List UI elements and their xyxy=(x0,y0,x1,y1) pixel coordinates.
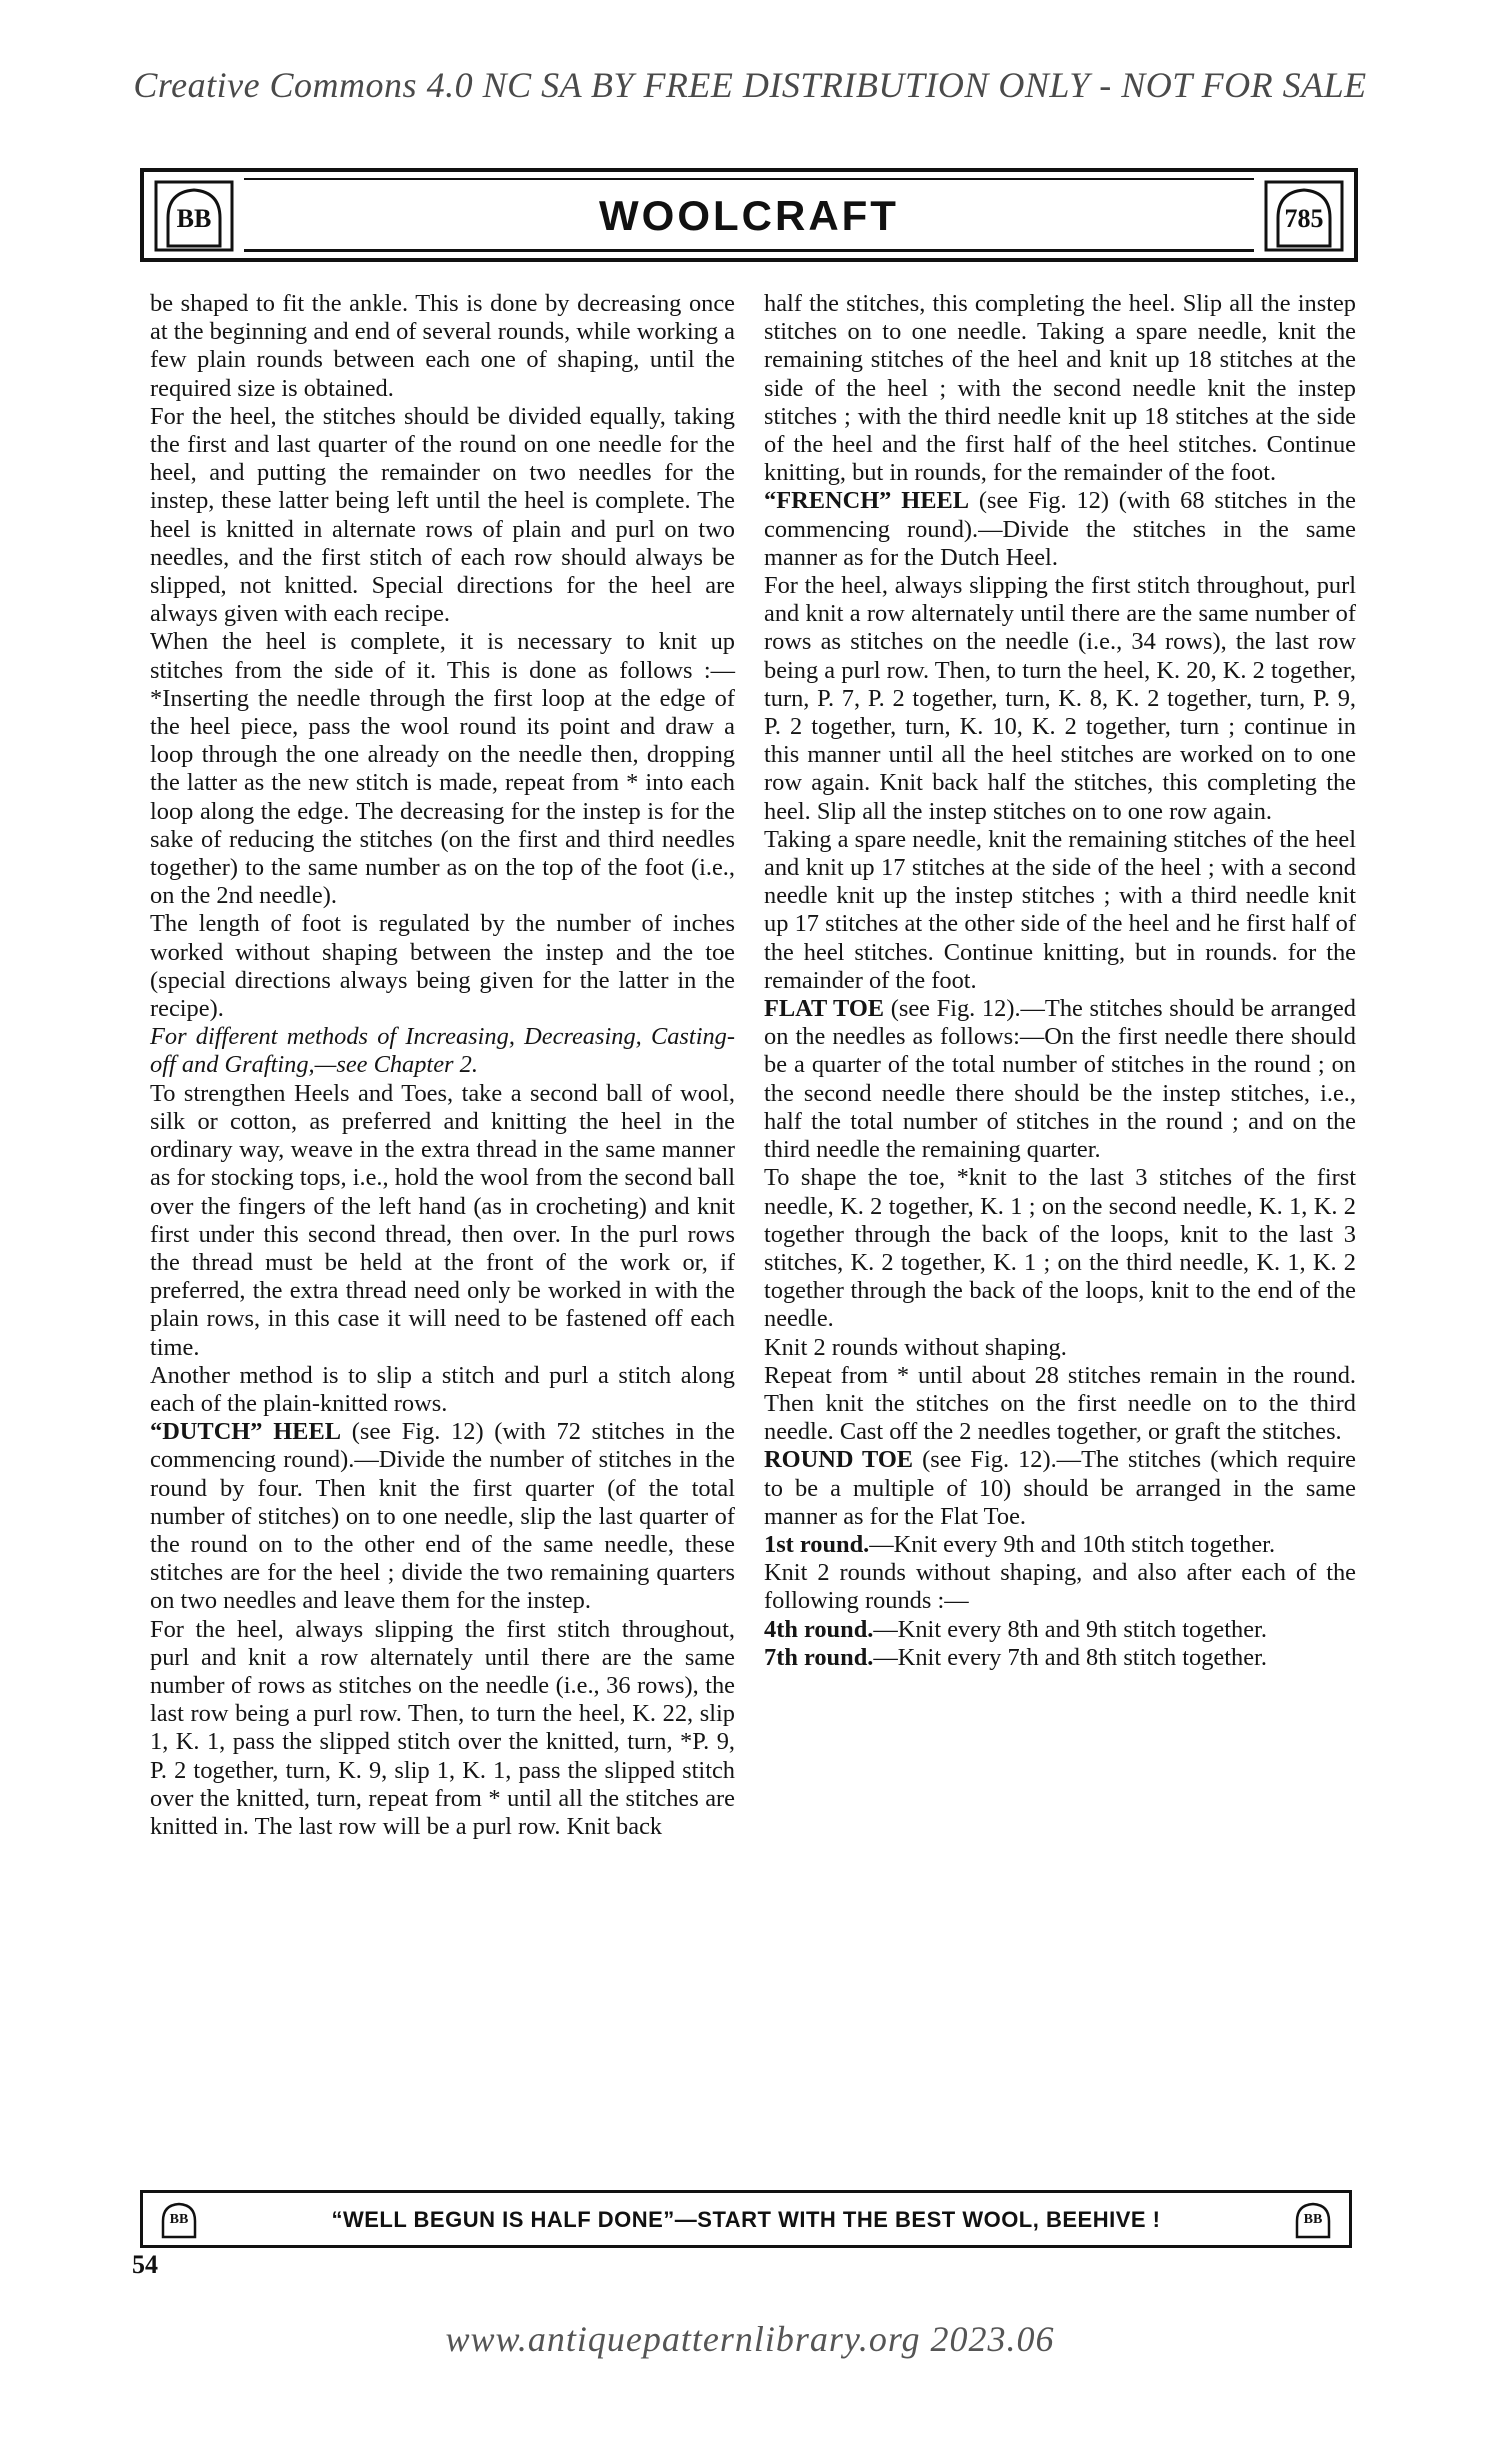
paragraph-text: —Knit every 8th and 9th stitch together. xyxy=(873,1615,1267,1643)
section-heading: FLAT TOE xyxy=(764,995,885,1023)
footer-banner xyxy=(140,2190,1352,2248)
paragraph xyxy=(764,995,1356,1164)
paragraph-text: be shaped to fit the ankle. This is done by decreasing once at the beginning and end of several rounds, while working a few plain rounds between each one of shaping, until the required size is obtained. xyxy=(150,290,735,402)
round-heading: 1st round. xyxy=(764,1530,870,1558)
paragraph xyxy=(150,403,735,629)
license-notice: Creative Commons 4.0 NC SA BY FREE DISTRIBUTION ONLY - NOT FOR SALE xyxy=(133,65,1367,105)
paragraph-text: (see Fig. 12) (with 72 stitches in the commencing round).—Divide the number of stitches in the round by four. Then knit the first quarter (of the total number of stitches) on to one needle, slip the last quarter of the round on to the other end of the same needle, these stitches are for the heel ; divide the two remaining quarters on two needles and leave them for the instep. xyxy=(150,1418,735,1615)
paragraph xyxy=(764,1616,1356,1644)
paragraph-text: Knit 2 rounds without shaping, and also after each of the following rounds :— xyxy=(764,1559,1356,1615)
paragraph xyxy=(764,1362,1356,1447)
page-header xyxy=(140,168,1358,262)
section-heading: ROUND TOE xyxy=(764,1446,914,1474)
paragraph xyxy=(764,1334,1356,1362)
section-heading: “FRENCH” HEEL xyxy=(764,487,969,515)
paragraph xyxy=(150,1023,735,1079)
paragraph-text: For the heel, the stitches should be divided equally, taking the first and last quarter of the round on one needle for the heel, and putting the remainder on two needles for the instep, these latter being left until the heel is complete. The heel is knitted in alternate rows of plain and purl on two needles, and the first stitch of each row should always be slipped, not knitted. Special directions for the heel are always given with each recipe. xyxy=(150,402,735,628)
paragraph xyxy=(764,487,1356,572)
paragraph xyxy=(150,628,735,910)
round-heading: 7th round. xyxy=(764,1643,874,1671)
paragraph-text: (see Fig. 12) (with 68 stitches in the commencing round).—Divide the stitches in the same manner as for the Dutch Heel. xyxy=(764,487,1356,571)
mini-logo-text: BB xyxy=(169,2212,189,2227)
paragraph xyxy=(150,1080,735,1362)
paragraph-text: —Knit every 9th and 10th stitch together. xyxy=(869,1530,1276,1558)
page-number: 54 xyxy=(132,2250,158,2279)
paragraph xyxy=(150,910,735,1023)
paragraph-text: For the heel, always slipping the first stitch throughout, purl and knit a row alternately until there are the same number of rows as stitches on the needle (i.e., 34 rows), the last row being a purl row. Then, to turn the heel, K. 20, K. 2 together, turn, P. 7, P. 2 together, turn, K. 8, K. 2 together, turn, P. 9, P. 2 together, turn, K. 10, K. 2 together, turn ; continue in this manner until all the heel stitches are worked on to one row again. Knit back half the stitches, this completing the heel. Slip all the instep stitches on to one row again. xyxy=(764,572,1356,825)
paragraph xyxy=(764,1531,1356,1559)
header-rule-bottom xyxy=(244,249,1254,252)
paragraph-text: Another method is to slip a stitch and purl a stitch along each of the plain-knitted rows. xyxy=(150,1361,735,1417)
paragraph-text: The length of foot is regulated by the number of inches worked without shaping between the instep and the toe (special directions always being given for the latter in the recipe). xyxy=(150,910,735,1023)
paragraph xyxy=(764,1446,1356,1531)
paragraph-text: half the stitches, this completing the heel. Slip all the instep stitches on to one needle. Taking a spare needle, knit the remaining stitches of the heel and knit up 18 stitches at the side of the heel ; with the second needle knit the instep stitches ; with the third needle knit up 18 stitches at the side of the heel and the first half of the heel stitches. Continue knitting, but in rounds, for the remainder of the foot. xyxy=(764,290,1356,487)
round-heading: 4th round. xyxy=(764,1615,874,1643)
paragraph xyxy=(150,290,735,403)
paragraph-text: Knit 2 rounds without shaping. xyxy=(764,1333,1067,1361)
logo-right-text: 785 xyxy=(1284,204,1324,233)
paragraph-italic-text: For different methods of Increasing, Decreasing, Casting-off and Grafting,—see Chapter 2. xyxy=(150,1023,735,1079)
paragraph-text: (see Fig. 12).—The stitches (which require to be a multiple of 10) should be arranged in the same manner as for the Flat Toe. xyxy=(764,1446,1357,1530)
paragraph xyxy=(764,1559,1356,1615)
paragraph-text: —Knit every 7th and 8th stitch together. xyxy=(873,1643,1267,1671)
paragraph xyxy=(150,1362,735,1418)
beehive-mini-logo-right xyxy=(1291,2199,1335,2241)
paragraph xyxy=(764,1644,1356,1672)
source-url: www.antiquepatternlibrary.org 2023.06 xyxy=(445,2319,1055,2359)
paragraph-text: To shape the toe, *knit to the last 3 stitches of the first needle, K. 2 together, K. 1 ; on the second needle, K. 1, K. 2 together through the back of the loops, knit to the last 3 stitches, K. 2 together, K. 1 ; on the third needle, K. 1, K. 2 together through the back of the loops, knit to the end of the needle. xyxy=(764,1164,1356,1333)
page-title: WOOLCRAFT xyxy=(599,192,899,239)
text-column-left xyxy=(150,290,735,1841)
paragraph xyxy=(764,1164,1356,1333)
beehive-logo-right xyxy=(1264,180,1344,252)
paragraph-text: When the heel is complete, it is necessary to knit up stitches from the side of it. This is done as follows :—*Inserting the needle through the first loop at the edge of the heel piece, pass the wool round its point and draw a loop through the one already on the needle then, dropping the latter as the new stitch is made, repeat from * into each loop along the edge. The decreasing for the instep is for the sake of reducing the stitches (on the first and third needles together) to the same number as on the top of the foot (i.e., on the 2nd needle). xyxy=(150,628,735,910)
logo-left-text: BB xyxy=(176,204,212,233)
beehive-mini-logo-left xyxy=(157,2199,201,2241)
footer-slogan: “WELL BEGUN IS HALF DONE”—START WITH THE BEST WOOL, BEEHIVE ! xyxy=(331,2207,1161,2232)
paragraph xyxy=(764,572,1356,826)
text-column-right xyxy=(764,290,1356,1672)
paragraph xyxy=(150,1418,735,1615)
paragraph-text: For the heel, always slipping the first stitch throughout, purl and knit a row alternately until there are the same number of rows as stitches on the needle (i.e., 36 rows), the last row being a purl row. Then, to turn the heel, K. 22, slip 1, K. 1, pass the slipped stitch over the knitted, turn, *P. 9, P. 2 together, turn, K. 9, slip 1, K. 1, pass the slipped stitch over the knitted, turn, repeat from * until all the stitches are knitted in. The last row will be a purl row. Knit back xyxy=(150,1615,735,1840)
header-rule-top xyxy=(244,178,1254,180)
mini-logo-text: BB xyxy=(1303,2212,1323,2227)
paragraph xyxy=(764,826,1356,995)
section-heading: “DUTCH” HEEL xyxy=(150,1418,341,1446)
paragraph-text: Taking a spare needle, knit the remaining stitches of the heel and knit up 17 stitches at the side of the heel ; with a second needle knit up the instep stitches ; with a third needle knit up 17 stitches at the other side of the heel and he first half of the heel stitches. Continue knitting, but in rounds. for the remainder of the foot. xyxy=(764,825,1356,994)
paragraph xyxy=(150,1616,735,1842)
paragraph-text: To strengthen Heels and Toes, take a second ball of wool, silk or cotton, as preferred and knitting the heel in the ordinary way, weave in the extra thread in the same manner as for stocking tops, i.e., hold the wool from the second ball over the fingers of the left hand (as in crocheting) and knit first under this second thread, then over. In the purl rows the thread must be held at the front of the work or, if preferred, the extra thread need only be worked in with the plain rows, in this case it will need to be fastened off each time. xyxy=(150,1079,735,1361)
paragraph-text: (see Fig. 12).—The stitches should be arranged on the needles as follows:—On the first needle there should be a quarter of the total number of stitches in the round ; on the second needle there should be the instep stitches, i.e., half the total number of stitches in the round ; and on the third needle the remaining quarter. xyxy=(764,995,1356,1164)
paragraph xyxy=(764,290,1356,487)
paragraph-text: Repeat from * until about 28 stitches remain in the round. Then knit the stitches on the first needle on to the third needle. Cast off the 2 needles together, or graft the stitches. xyxy=(764,1361,1356,1446)
